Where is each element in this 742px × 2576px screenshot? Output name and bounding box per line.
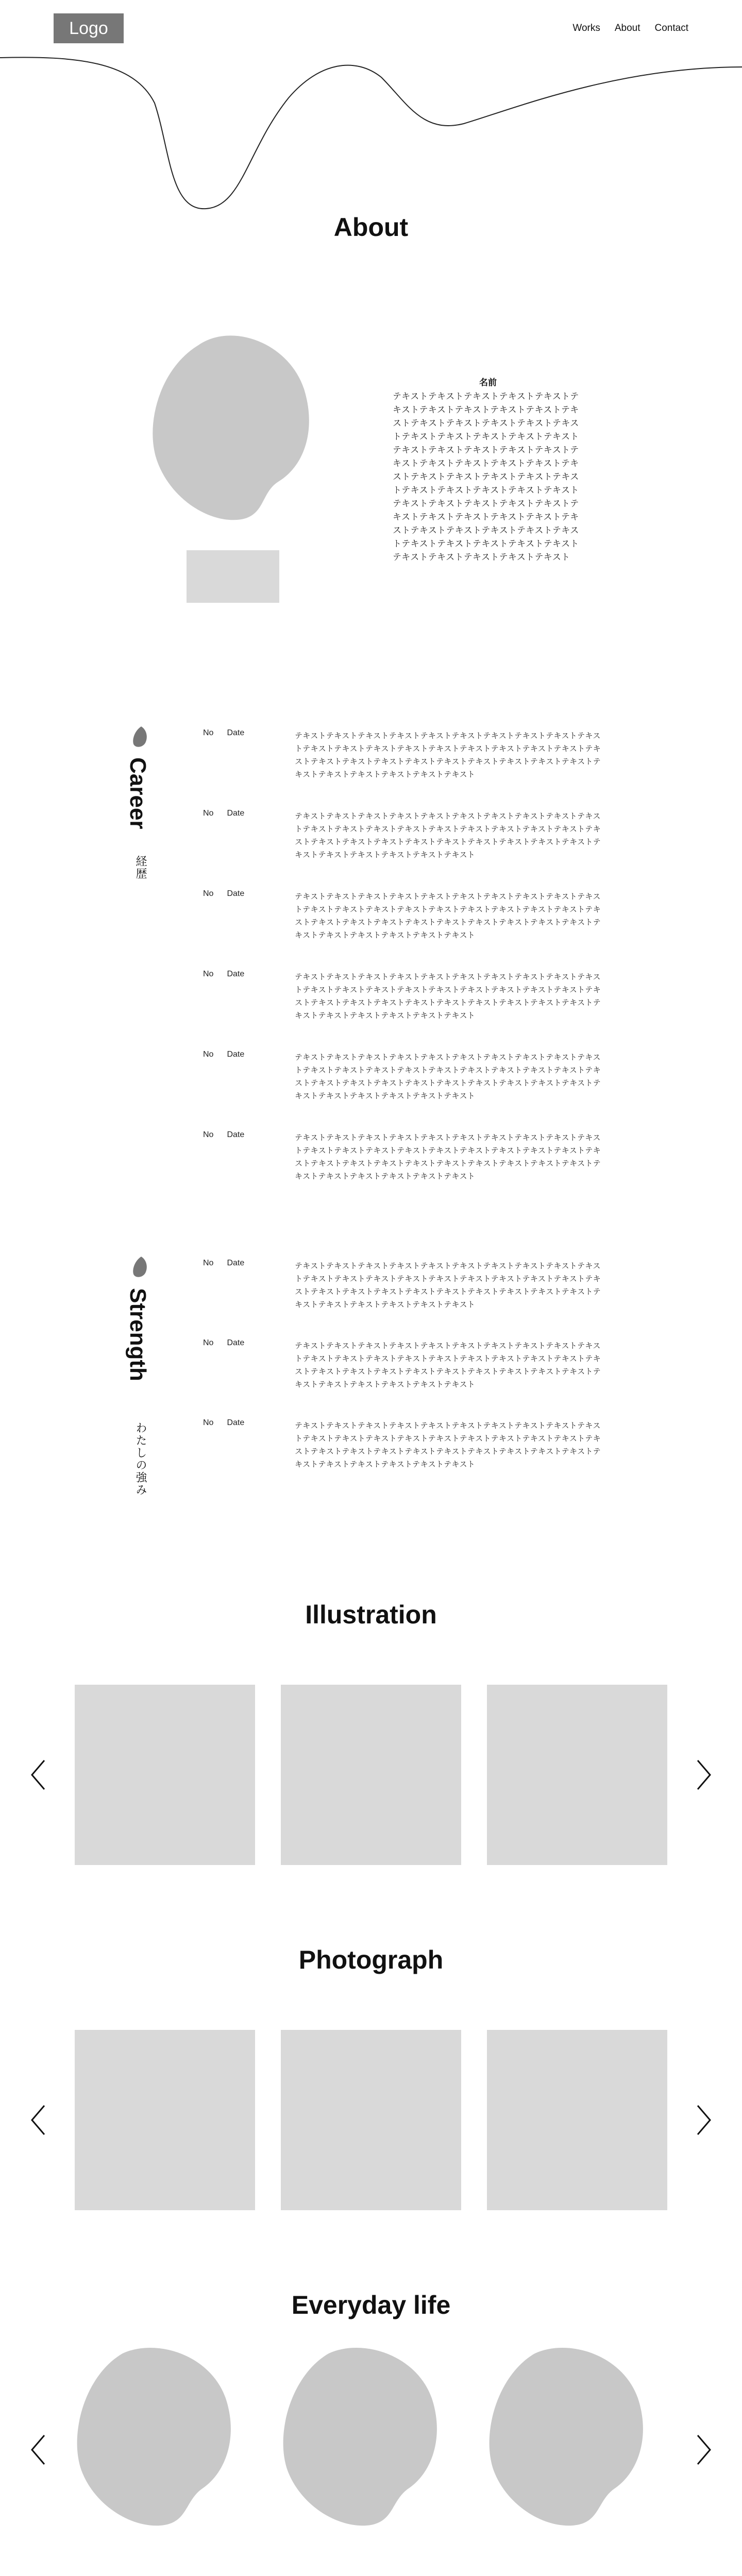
career-row-meta	[203, 728, 244, 738]
career-row-text: テキストテキストテキストテキストテキストテキストテキストテキストテキストテキストテキストテキストテキストテキストテキストテキストテキストテキストテキストテキストテキストテキストテキストテキストテキストテキストテキストテキストテキストテキストテキストテキストテキストテキストテキスト	[295, 1053, 601, 1100]
career-row-meta	[203, 889, 244, 899]
everyday-life-card[interactable]	[280, 2344, 445, 2530]
photograph-card[interactable]	[75, 2030, 255, 2210]
illustration-card[interactable]	[281, 1685, 461, 1865]
about-caption-box	[187, 550, 279, 603]
row-date: Date	[227, 728, 245, 737]
illustration-title: Illustration	[305, 1600, 437, 1629]
row-date: Date	[227, 809, 245, 818]
chevron-right-icon[interactable]	[686, 2429, 717, 2470]
about-name-label: 名前	[479, 378, 497, 388]
career-row-meta	[203, 809, 244, 818]
photograph-card[interactable]	[281, 2030, 461, 2210]
about-portrait-blob	[149, 332, 314, 523]
row-no: No	[203, 889, 214, 898]
chevron-left-icon[interactable]	[25, 2429, 56, 2470]
row-date: Date	[227, 970, 245, 978]
chevron-right-icon[interactable]	[686, 2099, 717, 2141]
row-date: Date	[227, 1050, 245, 1059]
career-row-meta	[203, 970, 244, 979]
row-no: No	[203, 1259, 214, 1267]
photograph-card[interactable]	[487, 2030, 667, 2210]
career-row-text: テキストテキストテキストテキストテキストテキストテキストテキストテキストテキストテキストテキストテキストテキストテキストテキストテキストテキストテキストテキストテキストテキストテキストテキストテキストテキストテキストテキストテキストテキストテキストテキストテキストテキストテキスト	[295, 892, 601, 940]
strength-row-meta	[203, 1338, 244, 1348]
header-logo[interactable]: Logo	[54, 13, 124, 43]
career-row-text: テキストテキストテキストテキストテキストテキストテキストテキストテキストテキストテキストテキストテキストテキストテキストテキストテキストテキストテキストテキストテキストテキストテキストテキストテキストテキストテキストテキストテキストテキストテキストテキストテキストテキストテキスト	[295, 731, 601, 779]
top-wave-divider	[0, 46, 742, 216]
row-no: No	[203, 1130, 214, 1139]
row-no: No	[203, 1418, 214, 1427]
everyday-life-card[interactable]	[74, 2344, 239, 2530]
strength-title: Strength	[125, 1288, 150, 1381]
career-row-meta	[203, 1130, 244, 1140]
career-row-text: テキストテキストテキストテキストテキストテキストテキストテキストテキストテキストテキストテキストテキストテキストテキストテキストテキストテキストテキストテキストテキストテキストテキストテキストテキストテキストテキストテキストテキストテキストテキストテキストテキストテキストテキスト	[295, 972, 601, 1020]
chevron-left-icon[interactable]	[25, 1754, 56, 1795]
career-row-meta	[203, 1050, 244, 1059]
career-row-text: テキストテキストテキストテキストテキストテキストテキストテキストテキストテキストテキストテキストテキストテキストテキストテキストテキストテキストテキストテキストテキストテキストテキストテキストテキストテキストテキストテキストテキストテキストテキストテキストテキストテキストテキスト	[295, 1133, 601, 1181]
strength-row-meta	[203, 1259, 244, 1268]
strength-row-text: テキストテキストテキストテキストテキストテキストテキストテキストテキストテキストテキストテキストテキストテキストテキストテキストテキストテキストテキストテキストテキストテキストテキストテキストテキストテキストテキストテキストテキストテキストテキストテキストテキストテキストテキスト	[295, 1261, 601, 1309]
row-date: Date	[227, 1418, 245, 1427]
strength-row-text: テキストテキストテキストテキストテキストテキストテキストテキストテキストテキストテキストテキストテキストテキストテキストテキストテキストテキストテキストテキストテキストテキストテキストテキストテキストテキストテキストテキストテキストテキストテキストテキストテキストテキストテキスト	[295, 1341, 601, 1389]
chevron-left-icon[interactable]	[25, 2099, 56, 2141]
row-no: No	[203, 1338, 214, 1347]
chevron-right-icon[interactable]	[686, 1754, 717, 1795]
row-no: No	[203, 809, 214, 818]
row-date: Date	[227, 1130, 245, 1139]
row-no: No	[203, 728, 214, 737]
everyday-life-title: Everyday life	[291, 2291, 451, 2319]
strength-subtitle: わたしの強み	[134, 1422, 147, 1496]
row-date: Date	[227, 1259, 245, 1267]
row-no: No	[203, 970, 214, 978]
illustration-card[interactable]	[487, 1685, 667, 1865]
leaf-icon	[132, 725, 148, 748]
career-title: Career	[125, 757, 150, 829]
career-row-text: テキストテキストテキストテキストテキストテキストテキストテキストテキストテキストテキストテキストテキストテキストテキストテキストテキストテキストテキストテキストテキストテキストテキストテキストテキストテキストテキストテキストテキストテキストテキストテキストテキストテキストテキスト	[295, 811, 601, 859]
row-no: No	[203, 1050, 214, 1059]
everyday-life-card[interactable]	[486, 2344, 651, 2530]
career-subtitle: 経歴	[134, 855, 147, 880]
about-text: テキストテキストテキストテキストテキストテキストテキストテキストテキストテキストテキストテキストテキストテキストテキストテキストテキストテキストテキストテキストテキストテキストテキストテキストテキストテキストテキストテキストテキストテキストテキストテキストテキストテキストテキストテキストテキストテキストテキストテキストテキストテキストテキストテキストテキストテキストテキストテキストテキストテキストテキストテキストテキストテキストテキストテキストテキストテキストテキストテキストテキストテキストテキストテキストテキストテキストテキストテキスト	[393, 392, 579, 563]
photograph-title: Photograph	[298, 1945, 444, 1974]
nav-works[interactable]: Works	[572, 23, 600, 33]
strength-row-text: テキストテキストテキストテキストテキストテキストテキストテキストテキストテキストテキストテキストテキストテキストテキストテキストテキストテキストテキストテキストテキストテキストテキストテキストテキストテキストテキストテキストテキストテキストテキストテキストテキストテキストテキスト	[295, 1421, 601, 1469]
nav-contact[interactable]: Contact	[654, 23, 688, 33]
row-date: Date	[227, 1338, 245, 1347]
strength-row-meta	[203, 1418, 244, 1428]
header-nav	[572, 23, 688, 34]
nav-about[interactable]: About	[614, 23, 640, 33]
leaf-icon	[132, 1256, 148, 1278]
row-date: Date	[227, 889, 245, 898]
illustration-card[interactable]	[75, 1685, 255, 1865]
about-title: About	[333, 213, 409, 242]
